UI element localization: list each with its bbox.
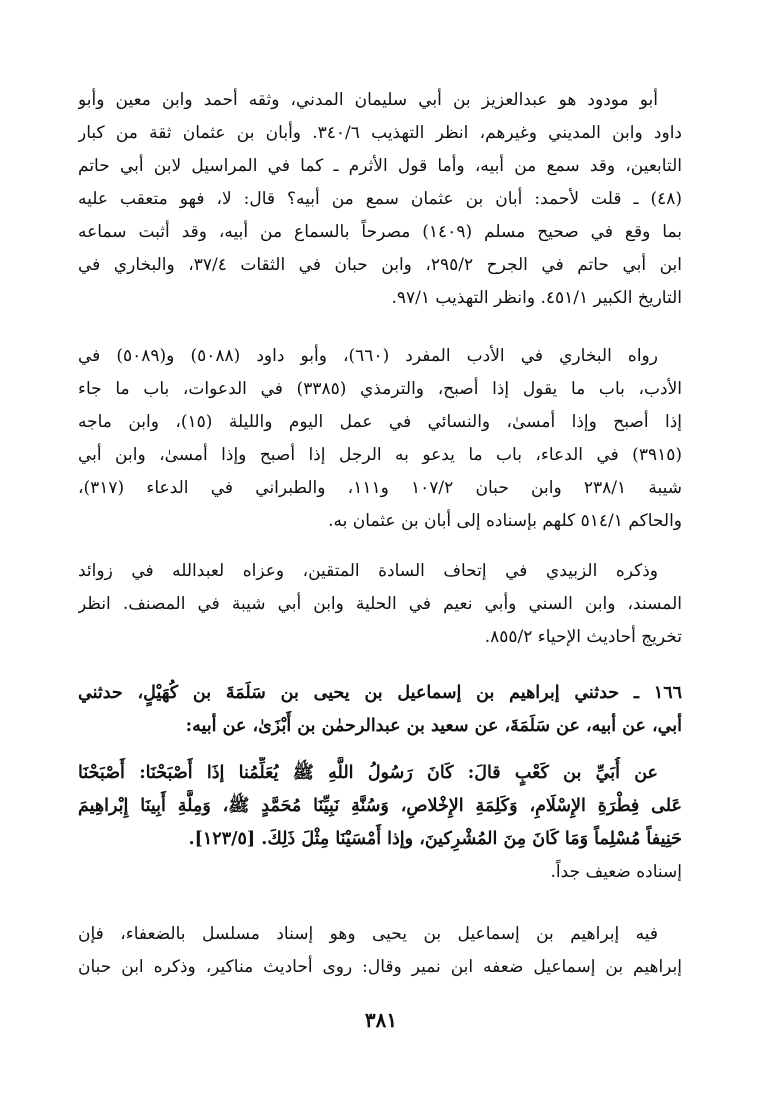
isnad-grading: إسناده ضعيف جداً. <box>550 862 682 882</box>
text-line: داود وابن المديني وغيرهم، انظر التهذيب ٣٤٠/٦. وأبان بن عثمان ثقة من كبار <box>78 123 682 143</box>
hadith-isnad-line: ١٦٦ ـ حدثني إبراهيم بن إسماعيل بن يحيى بن سَلَمَةَ بن كُهَيْلٍ، حدثني <box>78 683 682 703</box>
paragraph-weakness <box>78 918 682 984</box>
text-line: والحاكم ٥١٤/١ كلهم بإسناده إلى أبان بن عثمان به. <box>328 511 682 531</box>
text-line: إذا أصبح وإذا أمسىٰ، والنسائي في عمل اليوم والليلة (١٥)، وابن ماجه <box>78 412 682 432</box>
hadith-matn <box>78 757 682 889</box>
text-line: المسند، وابن السني وأبي نعيم في الحلية وابن أبي شيبة في المصنف. انظر <box>78 594 682 614</box>
text-line: (٣٩١٥) في الدعاء، باب ما يدعو به الرجل إذا أصبح وإذا أمسىٰ، وابن أبي <box>78 445 682 465</box>
text-line: التابعين، وقد سمع من أبيه، وأما قول الأثرم ـ كما في المراسيل لابن أبي حاتم <box>78 156 682 176</box>
text-line: وذكره الزبيدي في إتحاف السادة المتقين، وعزاه لعبدالله في زوائد <box>78 561 658 581</box>
text-line: إبراهيم بن إسماعيل ضعفه ابن نمير وقال: روى أحاديث مناكير، وذكره ابن حبان <box>78 957 682 977</box>
text-line: تخريج أحاديث الإحياء ٨٥٥/٢. <box>484 627 682 647</box>
text-line: فيه إبراهيم بن إسماعيل بن يحيى وهو إسناد مسلسل بالضعفاء، فإن <box>78 924 658 944</box>
page-number: ٣٨١ <box>364 1008 398 1032</box>
paragraph-zubaidi <box>78 555 682 654</box>
text-line: التاريخ الكبير ٤٥١/١. وانظر التهذيب ٩٧/١. <box>391 288 682 308</box>
text-line: الأدب، باب ما يقول إذا أصبح، والترمذي (٣٣٨٥) في الدعوات، باب ما جاء <box>78 379 682 399</box>
text-line: أبو مودود هو عبدالعزيز بن أبي سليمان المدني، وثقه أحمد وابن معين وأبو <box>78 90 658 110</box>
hadith-matn-line: حَنِيفاً مُسْلِماً وَمَا كَانَ مِنَ المُشْرِكينَ، وإذا أَمْسَيْنَا مِثْلَ ذَلِكَ. [١٢٣/٥]. <box>188 829 682 849</box>
hadith-isnad-line: أبي، عن أبيه، عن سَلَمَةَ، عن سعيد بن عبدالرحمٰن بن أَبْزَىٰ، عن أبيه: <box>185 716 682 736</box>
hadith-matn-line: عن أُبَيِّ بن كَعْبٍ قالَ: كَانَ رَسُولُ اللَّهِ ﷺ يُعَلِّمُنا إذَا أَصْبَحْنَا: أَصْبَحْنَا <box>78 763 658 783</box>
text-line: (٤٨) ـ قلت لأحمد: أبان بن عثمان سمع من أبيه؟ قال: لا، فهو متعقب عليه <box>78 189 682 209</box>
text-line: بما وقع في صحيح مسلم (١٤٠٩) مصرحاً بالسماع من أبيه، وقد أثبت سماعه <box>78 222 682 242</box>
text-line: رواه البخاري في الأدب المفرد (٦٦٠)، وأبو داود (٥٠٨٨) و(٥٠٨٩) في <box>78 346 658 366</box>
text-line: ابن أبي حاتم في الجرح ٢٩٥/٢، وابن حبان في الثقات ٣٧/٤، والبخاري في <box>78 255 682 275</box>
hadith-matn-line: عَلى فِطْرَةِ الإِسْلَامِ، وَكَلِمَةِ الإِخْلاصِ، وَسُنَّةِ نَبِيِّنَا مُحَمَّدٍ ﷺ، وَمِلَّةِ أَبِينَا إِبْراهِيمَ <box>78 796 682 816</box>
text-line: شيبة ٢٣٨/١ وابن حبان ١٠٧/٢ و١١١، والطبراني في الدعاء (٣١٧)، <box>78 478 682 498</box>
paragraph-takhrij <box>78 340 682 538</box>
hadith-isnad <box>78 677 682 743</box>
paragraph-footnote-narrator <box>78 84 682 315</box>
